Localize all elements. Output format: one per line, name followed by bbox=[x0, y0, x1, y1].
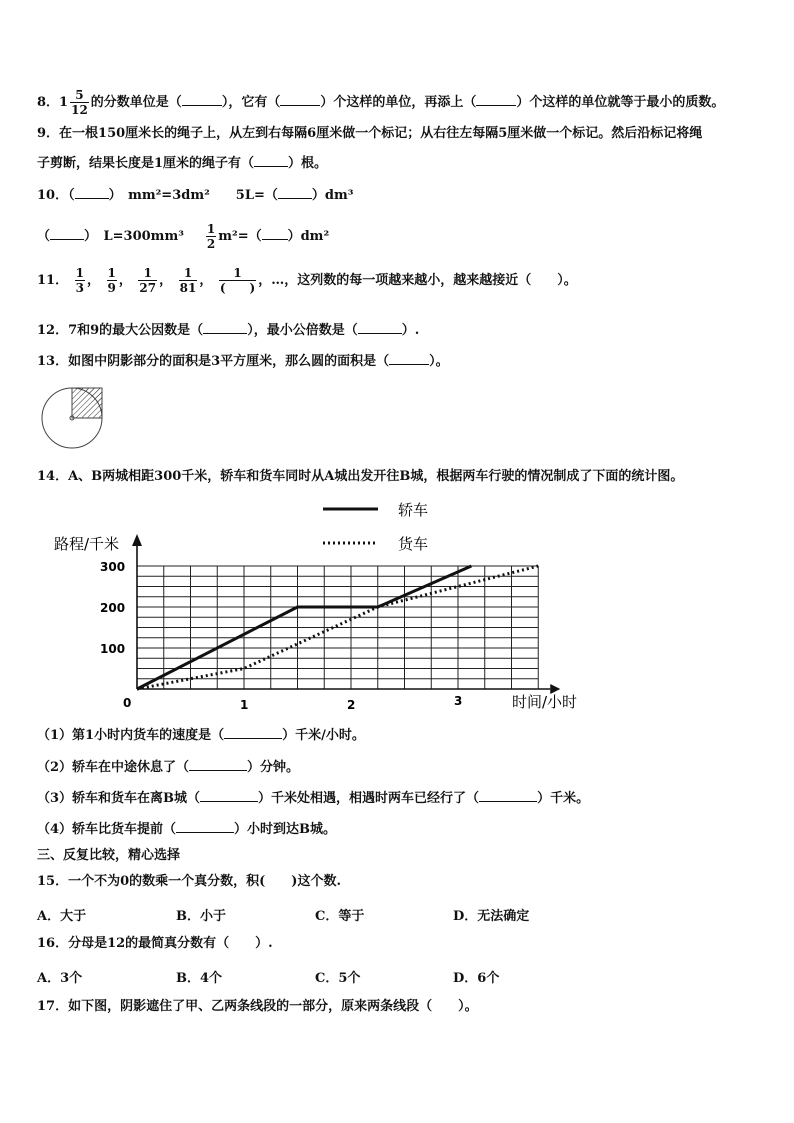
fraction-blank[interactable]: $\frac{1}{( )}$ bbox=[219, 266, 256, 295]
answer-blank[interactable] bbox=[358, 333, 402, 334]
answer-blank[interactable] bbox=[479, 801, 537, 802]
q16-option-a[interactable]: A．3个 bbox=[37, 971, 83, 986]
chart-legend bbox=[323, 501, 428, 553]
y-tick-label: 100 bbox=[100, 642, 126, 656]
answer-blank[interactable] bbox=[262, 239, 288, 240]
q16-option-b[interactable]: B．4个 bbox=[176, 971, 223, 986]
question-13: 13．如图中阴影部分的面积是3平方厘米，那么圆的面积是（ ）。 bbox=[37, 354, 449, 369]
answer-blank[interactable] bbox=[254, 166, 288, 167]
q15-option-a[interactable]: A．大于 bbox=[37, 909, 87, 924]
answer-blank[interactable] bbox=[278, 198, 312, 199]
answer-blank[interactable] bbox=[280, 105, 320, 106]
fraction: $\frac{5}{12}$ bbox=[71, 88, 88, 117]
fraction: $\frac{1}{2}$ bbox=[206, 222, 216, 251]
fraction: $\frac{1}{27}$ bbox=[139, 266, 157, 295]
x-tick-label: 2 bbox=[347, 698, 356, 712]
answer-blank[interactable] bbox=[200, 801, 258, 802]
q16-option-d[interactable]: D．6个 bbox=[453, 971, 500, 986]
question-8: 8．1 $\frac{5}{12}$ 的分数单位是（ ），它有（ ）个这样的单位，再添上（ ）个这样的单位就等于最小的质数。 bbox=[37, 88, 725, 117]
y-axis-arrow bbox=[132, 534, 142, 546]
question-14-2: （2）轿车在中途休息了（ ）分钟。 bbox=[37, 760, 300, 775]
question-14-4: （4）轿车比货车提前（ ）小时到达B城。 bbox=[37, 822, 337, 837]
legend-label-car: 轿车 bbox=[398, 501, 429, 519]
y-tick-label: 200 bbox=[100, 601, 126, 615]
x-tick-label: 3 bbox=[454, 694, 463, 708]
q15-option-c[interactable]: C．等于 bbox=[315, 909, 365, 924]
fraction: $\frac{1}{9}$ bbox=[107, 266, 116, 295]
question-17: 17．如下图，阴影遮住了甲、乙两条线段的一部分，原来两条线段（ ）。 bbox=[37, 999, 478, 1014]
answer-blank[interactable] bbox=[203, 333, 247, 334]
question-9-line-1: 9．在一根150厘米长的绳子上，从左到右每隔6厘米做一个标记；从右往左每隔5厘米做一个标记。然后沿标记将绳 bbox=[37, 126, 703, 141]
circle-figure bbox=[38, 382, 108, 452]
answer-blank[interactable] bbox=[189, 770, 247, 771]
question-10-line-2: （ ） L=300mm³ $\frac{1}{2}$ m²=（ ）dm² bbox=[37, 222, 330, 251]
x-axis-label: 时间/小时 bbox=[512, 693, 578, 711]
answer-blank[interactable] bbox=[176, 832, 234, 833]
q16-option-c[interactable]: C．5个 bbox=[315, 971, 361, 986]
chart-axes bbox=[132, 534, 560, 694]
question-12: 12．7和9的最大公因数是（ ），最小公倍数是（ ）. bbox=[37, 323, 420, 338]
question-15: 15．一个不为0的数乘一个真分数，积( )这个数. bbox=[37, 874, 341, 889]
answer-blank[interactable] bbox=[75, 198, 109, 199]
y-axis-label: 路程/千米 bbox=[54, 535, 120, 553]
question-9-line-2: 子剪断，结果长度是1厘米的绳子有（ ）根。 bbox=[37, 156, 328, 171]
question-14-stem: 14．A、B两城相距300千米，轿车和货车同时从A城出发开往B城，根据两车行驶的情况制成了下面的统计图。 bbox=[37, 469, 684, 484]
answer-blank[interactable] bbox=[182, 105, 222, 106]
answer-blank[interactable] bbox=[389, 364, 429, 365]
q15-option-d[interactable]: D．无法确定 bbox=[453, 909, 530, 924]
fraction: $\frac{1}{3}$ bbox=[75, 266, 84, 295]
question-11: 11． $\frac{1}{3}$ ， $\frac{1}{9}$ ， $\frac{1}{27}$ ， $\frac{1}{81}$ ， $\frac{1}{( )}$ ，…，这列数的每一项越来越小，越来越接近（ ）。 bbox=[37, 266, 577, 295]
answer-blank[interactable] bbox=[476, 105, 516, 106]
shaded-square bbox=[72, 388, 102, 418]
y-tick-label: 300 bbox=[100, 560, 126, 574]
chart-grid bbox=[137, 566, 538, 689]
x-tick-label: 0 bbox=[123, 696, 132, 710]
answer-blank[interactable] bbox=[50, 239, 84, 240]
question-14-1: （1）第1小时内货车的速度是（ ）千米/小时。 bbox=[37, 728, 365, 743]
answer-blank[interactable] bbox=[224, 738, 282, 739]
x-tick-label: 1 bbox=[240, 698, 249, 712]
distance-time-chart bbox=[40, 495, 600, 720]
question-10-line-1: 10．（ ） mm²=3dm² 5L=（ ）dm³ bbox=[37, 188, 354, 203]
question-14-3: （3）轿车和货车在离B城（ ）千米处相遇，相遇时两车已经行了（ ）千米。 bbox=[37, 791, 590, 806]
section-title: 三、反复比较，精心选择 bbox=[37, 848, 181, 863]
q15-option-b[interactable]: B．小于 bbox=[176, 909, 226, 924]
fraction: $\frac{1}{81}$ bbox=[179, 266, 197, 295]
question-16: 16．分母是12的最简真分数有（ ）. bbox=[37, 936, 273, 951]
legend-label-truck: 货车 bbox=[398, 535, 429, 553]
